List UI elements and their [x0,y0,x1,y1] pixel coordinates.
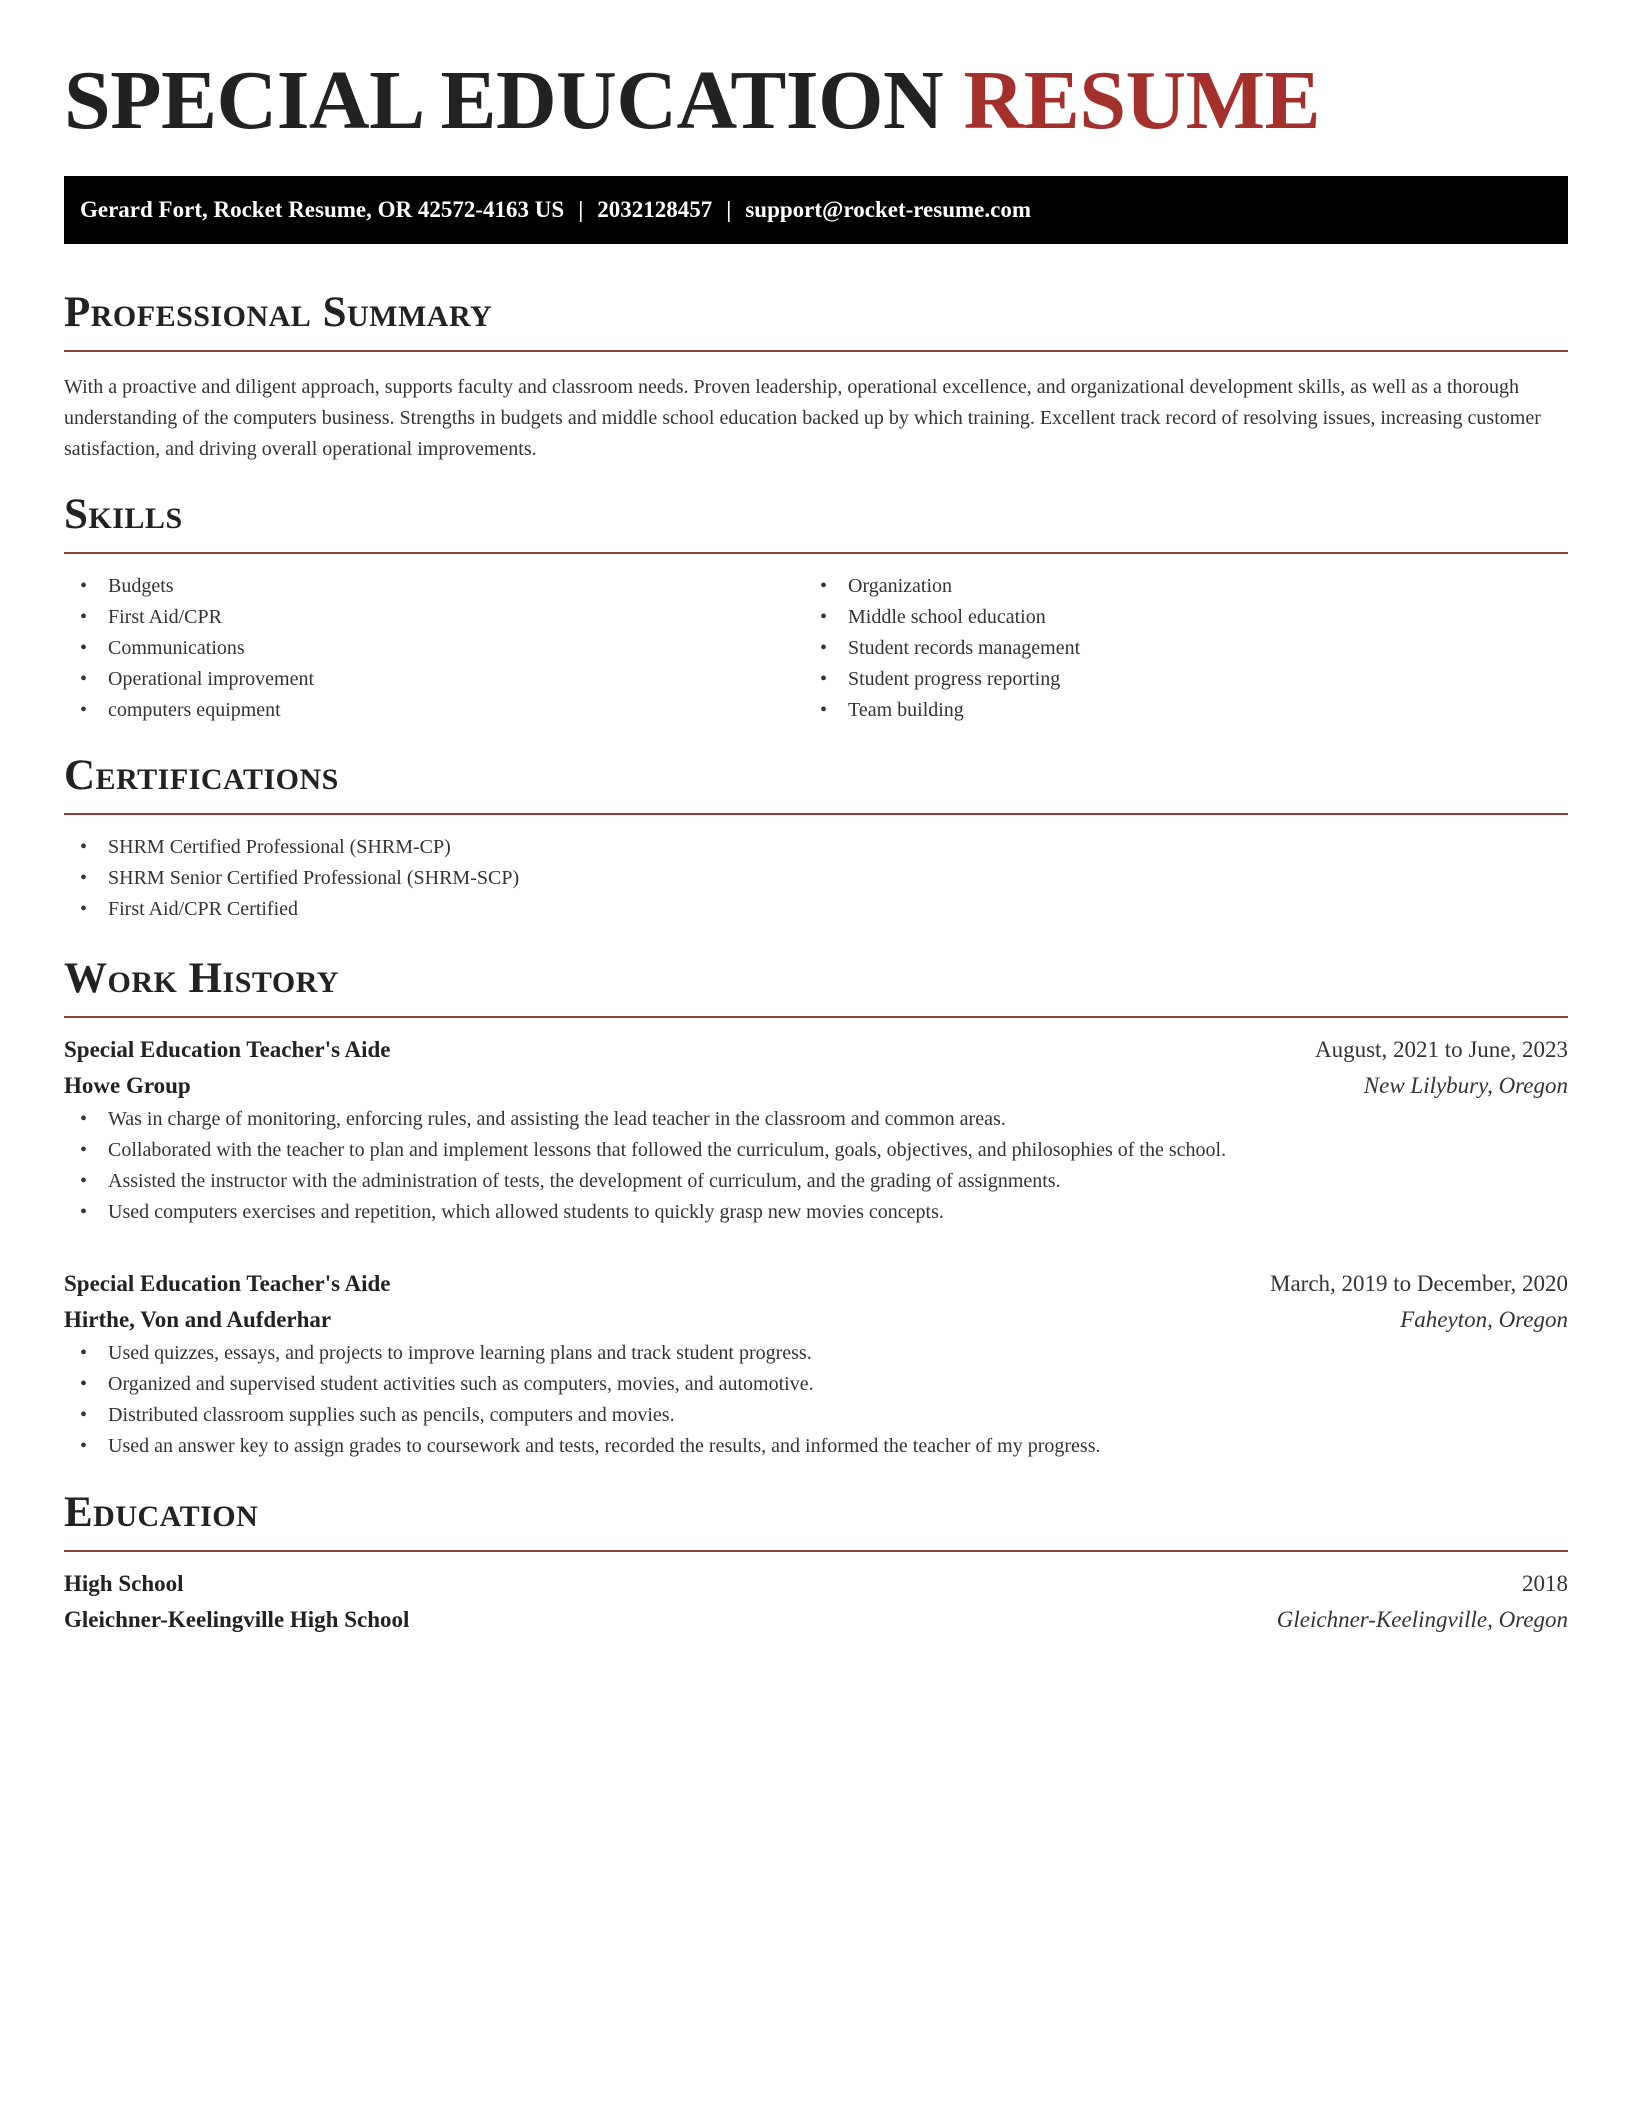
job-company: Howe Group [64,1073,191,1098]
skills-section [64,490,1568,726]
resume-title [64,0,1568,146]
job-dates: August, 2021 to June, 2023 [1315,1037,1568,1062]
skill-item: • computers equipment [64,695,804,726]
certifications-heading: Certifications [64,752,339,799]
job-duties-list [64,1338,1568,1462]
section-divider [64,1016,1568,1018]
skill-item: • Budgets [64,571,804,602]
contact-separator: | [726,197,732,222]
job-dates: March, 2019 to December, 2020 [1270,1271,1568,1296]
work-history-section [64,954,1568,1462]
job-duties-list [64,1104,1568,1228]
job-header-row [64,1266,1568,1302]
skill-item: • Organization [804,571,1544,602]
title-accent: RESUME [963,54,1321,147]
job-duty-item: • Was in charge of monitoring, enforcing rules, and assisting the lead teacher in the classroom and common areas. [64,1104,1568,1135]
summary-text: With a proactive and diligent approach, supports faculty and classroom needs. Proven leadership, operational excellence, and organizational development skills, as well as a thorough understanding of the computers business. Strengths in budgets and middle school education backed up by which training. Excellent track record of resolving issues, increasing customer satisfaction, and driving overall operational improvements. [64,376,1541,460]
job-location: New Lilybury, Oregon [1363,1073,1568,1098]
skill-item: • Student progress reporting [804,664,1544,695]
education-degree-row [64,1566,1568,1602]
job-company: Hirthe, Von and Aufderhar [64,1307,332,1332]
job-duty-item: • Collaborated with the teacher to plan and implement lessons that followed the curriculum, goals, objectives, and philosophies of the school. [64,1135,1568,1166]
job-title: Special Education Teacher's Aide [64,1037,391,1062]
skill-item: • Student records management [804,633,1544,664]
job-duty-item: • Distributed classroom supplies such as pencils, computers and movies. [64,1400,1568,1431]
section-divider [64,813,1568,815]
education-school: Gleichner-Keelingville High School [64,1607,410,1632]
education-section [64,1488,1568,1638]
job-duty-item: • Used quizzes, essays, and projects to improve learning plans and track student progress. [64,1338,1568,1369]
contact-separator: | [578,197,584,222]
job-header-row [64,1032,1568,1068]
education-school-row [64,1602,1568,1638]
job-company-row [64,1302,1568,1338]
skills-heading: Skills [64,491,183,538]
job-entry [64,1032,1568,1228]
skill-item: • Team building [804,695,1544,726]
skills-list-left [64,571,804,726]
job-company-row [64,1068,1568,1104]
education-heading: Education [64,1489,259,1536]
section-divider [64,350,1568,352]
education-location: Gleichner-Keelingville, Oregon [1276,1607,1568,1632]
education-year: 2018 [1522,1571,1568,1596]
certifications-list [64,832,1568,925]
job-duty-item: • Used an answer key to assign grades to coursework and tests, recorded the results, and informed the teacher of my progress. [64,1431,1568,1462]
contact-address: Gerard Fort, Rocket Resume, OR 42572-4163 US [80,197,565,222]
job-duty-item: • Assisted the instructor with the administration of tests, the development of curriculum, and the grading of assignments. [64,1166,1568,1197]
certification-item: • First Aid/CPR Certified [64,894,1568,925]
section-divider [64,552,1568,554]
contact-phone: 2032128457 [597,197,713,222]
job-duty-item: • Used computers exercises and repetition, which allowed students to quickly grasp new movies concepts. [64,1197,1568,1228]
skills-grid [64,571,1568,726]
education-entry [64,1566,1568,1638]
job-title: Special Education Teacher's Aide [64,1271,391,1296]
title-main: SPECIAL EDUCATION [64,54,944,147]
skill-item: • Communications [64,633,804,664]
certification-item: • SHRM Senior Certified Professional (SHRM-SCP) [64,863,1568,894]
section-divider [64,1550,1568,1552]
contact-bar [64,176,1568,244]
job-location: Faheyton, Oregon [1400,1307,1568,1332]
certification-item: • SHRM Certified Professional (SHRM-CP) [64,832,1568,863]
contact-email: support@rocket-resume.com [745,197,1031,222]
job-duty-item: • Organized and supervised student activities such as computers, movies, and automotive. [64,1369,1568,1400]
skills-list-right [804,571,1544,726]
skill-item: • First Aid/CPR [64,602,804,633]
work-history-heading: Work History [64,955,339,1002]
skill-item: • Middle school education [804,602,1544,633]
summary-heading: Professional Summary [64,289,493,336]
summary-section [64,288,1568,465]
education-degree: High School [64,1571,184,1596]
job-entry [64,1266,1568,1462]
skill-item: • Operational improvement [64,664,804,695]
resume-page [64,0,1568,1638]
certifications-section [64,751,1568,925]
